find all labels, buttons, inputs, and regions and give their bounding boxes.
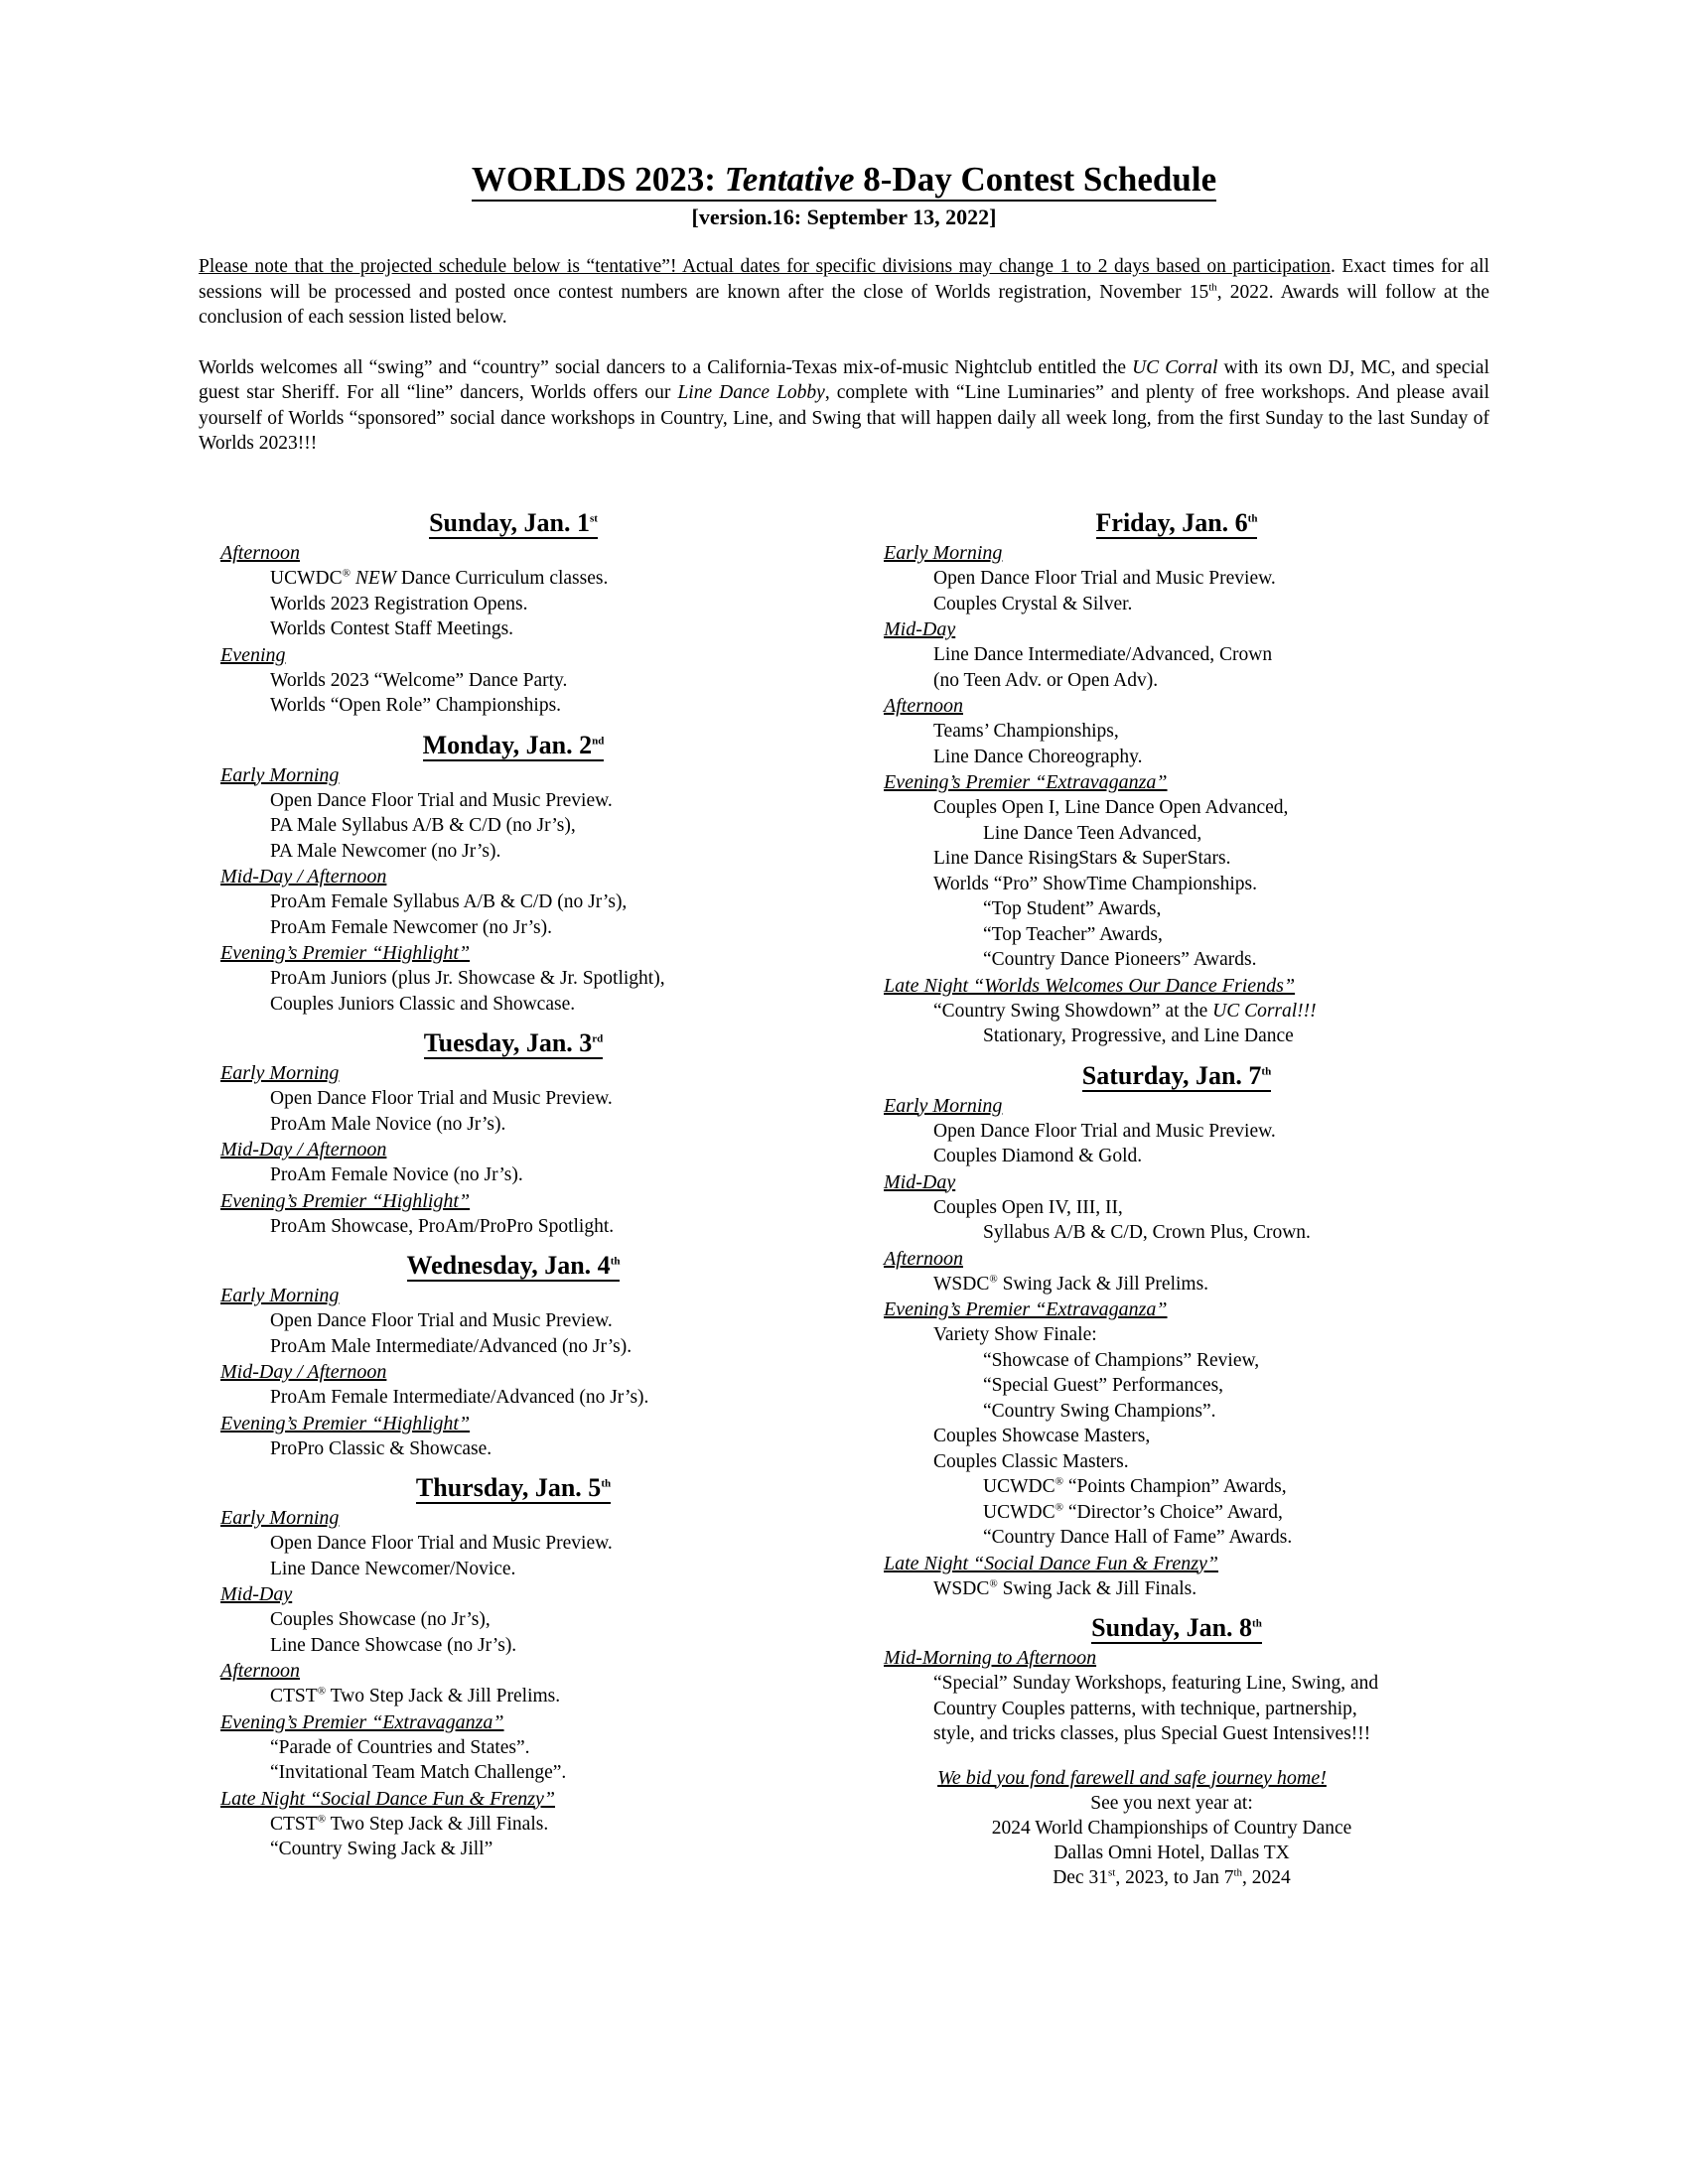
section-heading: Afternoon	[220, 542, 300, 564]
section-heading: Mid-Day / Afternoon	[220, 1361, 387, 1383]
section-heading: Early Morning	[884, 542, 1003, 564]
section-heading: Afternoon	[884, 1247, 963, 1270]
schedule-item: Couples Showcase Masters,	[933, 1426, 1151, 1446]
schedule-item: WSDC® Swing Jack & Jill Finals.	[933, 1577, 1197, 1599]
schedule-item: Line Dance Choreography.	[933, 746, 1143, 767]
schedule-item: ProAm Showcase, ProAm/ProPro Spotlight.	[270, 1215, 615, 1237]
schedule-item: Worlds 2023 Registration Opens.	[270, 593, 528, 614]
schedule-item: Open Dance Floor Trial and Music Preview.	[270, 789, 613, 811]
section-heading: Early Morning	[220, 1507, 340, 1529]
farewell-dates: Dec 31st, 2023, to Jan 7th, 2024	[1053, 1866, 1291, 1888]
page-title: WORLDS 2023: Tentative 8-Day Contest Schedule	[0, 159, 1688, 201]
section-heading: Mid-Morning to Afternoon	[884, 1647, 1097, 1669]
day-heading-thursday-jan-5: Thursday, Jan. 5th	[415, 1473, 612, 1502]
schedule-item: “Country Dance Hall of Fame” Awards.	[983, 1527, 1293, 1548]
schedule-item: ProAm Female Intermediate/Advanced (no Jr’s).	[270, 1387, 649, 1408]
schedule-item: “Top Student” Awards,	[983, 898, 1162, 919]
schedule-item: CTST® Two Step Jack & Jill Finals.	[270, 1813, 549, 1835]
schedule-item: Worlds Contest Staff Meetings.	[270, 618, 514, 639]
section-heading: Afternoon	[220, 1660, 300, 1682]
schedule-item: Open Dance Floor Trial and Music Preview.	[933, 1120, 1276, 1142]
schedule-item: “Country Dance Pioneers” Awards.	[983, 949, 1257, 970]
day-heading-sunday-jan-8: Sunday, Jan. 8th	[1091, 1613, 1262, 1642]
section-heading: Early Morning	[220, 1062, 340, 1084]
schedule-item: Couples Crystal & Silver.	[933, 593, 1133, 614]
section-heading: Mid-Day	[884, 1170, 956, 1193]
schedule-item: Couples Juniors Classic and Showcase.	[270, 993, 576, 1015]
schedule-item: “Invitational Team Match Challenge”.	[270, 1762, 567, 1783]
schedule-item: CTST® Two Step Jack & Jill Prelims.	[270, 1685, 561, 1706]
schedule-item: Stationary, Progressive, and Line Dance	[983, 1025, 1294, 1046]
section-heading: Mid-Day	[884, 618, 956, 640]
schedule-item: “Country Swing Champions”.	[983, 1400, 1216, 1422]
schedule-item: ProAm Female Syllabus A/B & C/D (no Jr’s),	[270, 891, 628, 912]
schedule-item: (no Teen Adv. or Open Adv).	[933, 669, 1159, 691]
section-heading: Late Night “Social Dance Fun & Frenzy”	[220, 1787, 556, 1810]
schedule-item: Syllabus A/B & C/D, Crown Plus, Crown.	[983, 1222, 1311, 1243]
schedule-item: ProAm Male Novice (no Jr’s).	[270, 1113, 506, 1135]
farewell-line: 2024 World Championships of Country Dance	[991, 1817, 1352, 1839]
schedule-item: “Country Swing Jack & Jill”	[270, 1839, 493, 1859]
farewell-title: We bid you fond farewell and safe journey home!	[937, 1766, 1327, 1789]
section-heading: Evening’s Premier “Extravaganza”	[884, 1298, 1168, 1320]
schedule-item: Line Dance Intermediate/Advanced, Crown	[933, 644, 1273, 665]
day-heading-saturday-jan-7: Saturday, Jan. 7th	[1081, 1060, 1272, 1090]
day-heading-wednesday-jan-4: Wednesday, Jan. 4th	[406, 1251, 621, 1280]
schedule-item: Open Dance Floor Trial and Music Preview.	[270, 1533, 613, 1554]
day-heading-friday-jan-6: Friday, Jan. 6th	[1095, 508, 1258, 537]
section-heading: Late Night “Worlds Welcomes Our Dance Friends”	[884, 974, 1296, 997]
day-heading-sunday-jan-1: Sunday, Jan. 1st	[429, 508, 598, 537]
intro-paragraph-2: Worlds welcomes all “swing” and “country” social dancers to a California-Texas mix-of-music Nightclub entitled the UC Corral with its own DJ, MC, and special guest star Sheriff. For all “line” dancers, Worlds offers our Line Dance Lobby, complete with “Line Luminaries” and plenty of free workshops. And please avail yourself of Worlds “sponsored” social dance workshops in Country, Line, and Swing that will happen daily all week long, from the first Sunday to the last Sunday of Worlds 2023!!!	[199, 356, 1489, 454]
intro-paragraph-1: Please note that the projected schedule below is “tentative”! Actual dates for specific divisions may change 1 to 2 days based on participation. Exact times for all sessions will be processed and posted once contest numbers are known after the close of Worlds registration, November 15th, 2022. Awards will follow at the conclusion of each session listed below.	[199, 256, 1490, 328]
section-heading: Early Morning	[884, 1094, 1003, 1117]
schedule-item: Worlds 2023 “Welcome” Dance Party.	[270, 669, 568, 691]
section-heading: Evening’s Premier “Highlight”	[220, 1412, 471, 1434]
section-heading: Early Morning	[220, 1285, 340, 1306]
section-heading: Afternoon	[884, 695, 963, 717]
version-subtitle: [version.16: September 13, 2022]	[691, 205, 997, 229]
schedule-item: Couples Diamond & Gold.	[933, 1146, 1143, 1166]
schedule-item: Couples Showcase (no Jr’s),	[270, 1609, 491, 1630]
schedule-item: UCWDC® NEW Dance Curriculum classes.	[270, 567, 609, 589]
schedule-item: Open Dance Floor Trial and Music Preview.	[933, 568, 1276, 589]
schedule-item: style, and tricks classes, plus Special Guest Intensives!!!	[933, 1723, 1371, 1744]
schedule-item: “Parade of Countries and States”.	[270, 1736, 530, 1758]
section-heading: Evening’s Premier “Highlight”	[220, 942, 471, 964]
schedule-item: Couples Classic Masters.	[933, 1450, 1129, 1472]
section-heading: Evening’s Premier “Extravaganza”	[884, 771, 1168, 793]
section-heading: Early Morning	[220, 763, 340, 786]
schedule-item: PA Male Newcomer (no Jr’s).	[270, 840, 501, 862]
section-heading: Evening’s Premier “Highlight”	[220, 1189, 471, 1212]
schedule-item: ProPro Classic & Showcase.	[270, 1437, 492, 1459]
schedule-item: “Top Teacher” Awards,	[983, 923, 1163, 945]
schedule-item: “Special” Sunday Workshops, featuring Line, Swing, and	[933, 1673, 1379, 1694]
farewell-block	[884, 1765, 1529, 1890]
section-heading: Mid-Day / Afternoon	[220, 1139, 387, 1160]
left-column	[220, 506, 866, 1862]
schedule-item: Open Dance Floor Trial and Music Preview.	[270, 1310, 613, 1331]
schedule-item: Line Dance Newcomer/Novice.	[270, 1558, 516, 1579]
right-column	[884, 506, 1529, 1890]
schedule-item: ProAm Female Newcomer (no Jr’s).	[270, 916, 552, 938]
schedule-item: Line Dance RisingStars & SuperStars.	[933, 848, 1231, 869]
section-heading: Evening	[220, 643, 286, 666]
schedule-item: Variety Show Finale:	[933, 1324, 1097, 1345]
section-heading: Evening’s Premier “Extravaganza”	[220, 1710, 504, 1733]
section-heading: Mid-Day / Afternoon	[220, 866, 387, 887]
schedule-item: UCWDC® “Points Champion” Awards,	[983, 1475, 1287, 1497]
schedule-item: ProAm Juniors (plus Jr. Showcase & Jr. Spotlight),	[270, 968, 665, 989]
section-heading: Late Night “Social Dance Fun & Frenzy”	[884, 1552, 1219, 1574]
schedule-item: “Special Guest” Performances,	[983, 1375, 1224, 1396]
schedule-item: PA Male Syllabus A/B & C/D (no Jr’s),	[270, 815, 576, 836]
day-heading-tuesday-jan-3: Tuesday, Jan. 3rd	[423, 1028, 604, 1057]
farewell-line: See you next year at:	[1090, 1792, 1253, 1814]
schedule-item: Country Couples patterns, with technique, partnership,	[933, 1698, 1357, 1719]
schedule-item: ProAm Male Intermediate/Advanced (no Jr’s).	[270, 1335, 633, 1357]
schedule-item: Couples Open I, Line Dance Open Advanced,	[933, 797, 1289, 818]
schedule-item: Line Dance Showcase (no Jr’s).	[270, 1634, 517, 1656]
day-heading-monday-jan-2: Monday, Jan. 2nd	[422, 730, 605, 759]
schedule-item: Line Dance Teen Advanced,	[983, 822, 1202, 844]
schedule-item: “Showcase of Champions” Review,	[983, 1349, 1260, 1371]
schedule-item: UCWDC® “Director’s Choice” Award,	[983, 1501, 1283, 1523]
schedule-item: Open Dance Floor Trial and Music Preview.	[270, 1088, 613, 1109]
schedule-item: WSDC® Swing Jack & Jill Prelims.	[933, 1273, 1209, 1295]
schedule-item: Teams’ Championships,	[933, 721, 1119, 742]
farewell-line: Dallas Omni Hotel, Dallas TX	[1054, 1842, 1290, 1863]
schedule-item: Couples Open IV, III, II,	[933, 1196, 1123, 1218]
schedule-item: Worlds “Pro” ShowTime Championships.	[933, 873, 1257, 894]
schedule-item: “Country Swing Showdown” at the UC Corral!!!	[933, 1000, 1317, 1022]
schedule-item: ProAm Female Novice (no Jr’s).	[270, 1164, 523, 1185]
intro-text	[199, 254, 1489, 481]
section-heading: Mid-Day	[220, 1583, 293, 1605]
schedule-item: Worlds “Open Role” Championships.	[270, 695, 562, 716]
